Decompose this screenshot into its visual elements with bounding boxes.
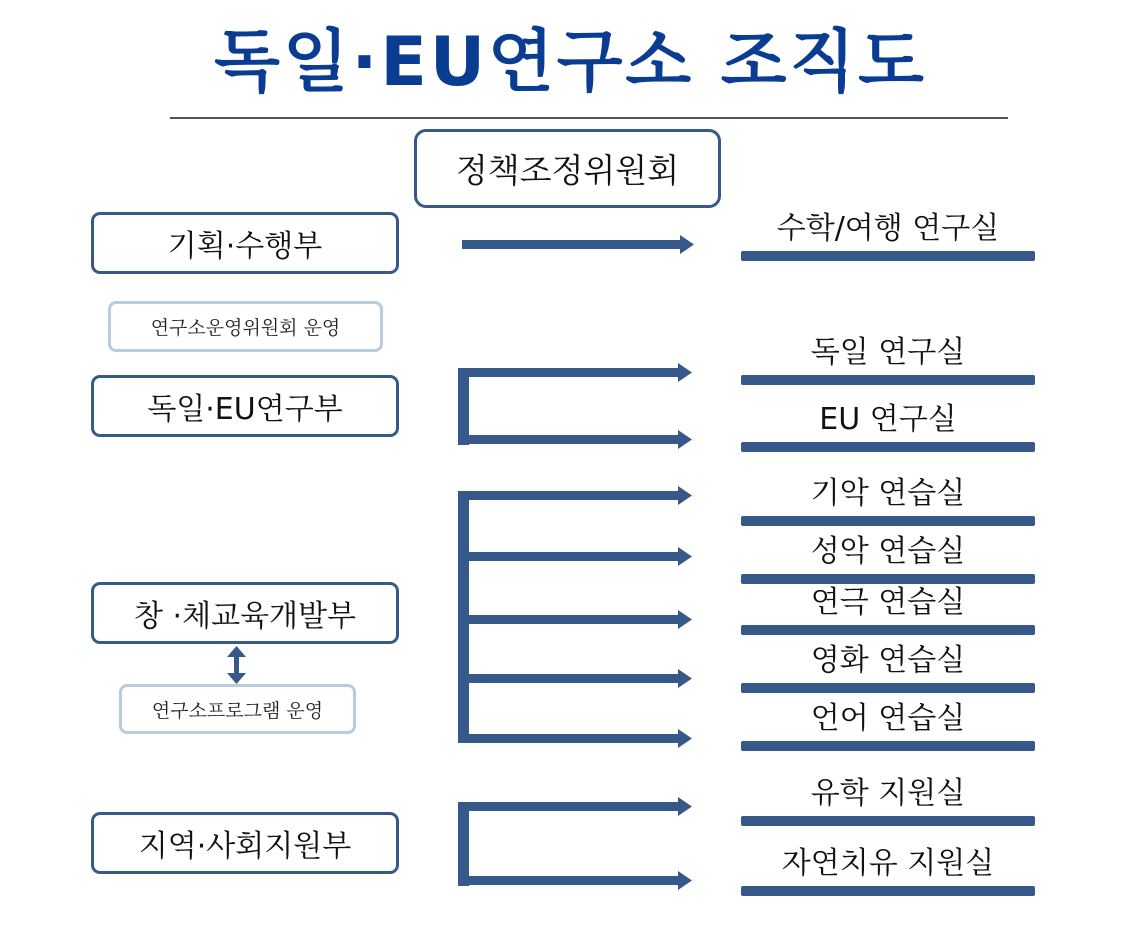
- arrow-right-icon: [678, 871, 692, 890]
- lab-entry: [741, 466, 1035, 526]
- lab-label: 연극 연습실: [810, 585, 966, 620]
- lab-entry: [741, 691, 1035, 751]
- arrow-right-icon: [678, 729, 692, 748]
- policy-committee-box: 정책조정위원회: [414, 129, 721, 208]
- lab-label: 영화 연습실: [810, 643, 966, 678]
- lab-label: 언어 연습실: [810, 701, 966, 736]
- lab-bar: [741, 816, 1035, 826]
- arrow-right-icon: [678, 430, 692, 449]
- dept-research-box: 독일·EU연구부: [91, 375, 399, 437]
- lab-bar: [741, 442, 1035, 452]
- connector-education-branch-4: [458, 674, 680, 683]
- connector-community-branch-2: [458, 876, 680, 885]
- arrow-right-icon: [680, 235, 694, 254]
- lab-label: 자연치유 지원실: [781, 846, 995, 881]
- lab-label: 독일 연구실: [810, 335, 966, 370]
- connector-community-branch-1: [458, 802, 680, 811]
- arrow-right-icon: [678, 547, 692, 566]
- lab-entry: [741, 836, 1035, 896]
- lab-bar: [741, 375, 1035, 385]
- connector-research-trunk: [458, 368, 469, 445]
- lab-entry: [741, 325, 1035, 385]
- connector-research-branch-2: [458, 435, 680, 444]
- lab-bar: [741, 251, 1035, 261]
- lab-entry: [741, 575, 1035, 635]
- connector-education-branch-3: [458, 615, 680, 624]
- lab-entry: [741, 633, 1035, 693]
- lab-bar: [741, 741, 1035, 751]
- note-steering-committee: 연구소운영위원회 운영: [108, 301, 383, 352]
- lab-label: 기악 연습실: [810, 476, 966, 511]
- double-arrow-vertical-icon: [227, 646, 246, 684]
- dept-planning-box: 기획·수행부: [91, 212, 399, 274]
- lab-label: 수학/여행 연구실: [776, 211, 1000, 246]
- connector-community-trunk: [458, 802, 469, 886]
- connector-planning: [462, 240, 682, 249]
- lab-label: 성악 연습실: [810, 534, 966, 569]
- arrow-right-icon: [678, 797, 692, 816]
- lab-label: EU 연구실: [819, 402, 957, 437]
- note-program: 연구소프로그램 운영: [119, 684, 356, 734]
- lab-bar: [741, 886, 1035, 896]
- connector-education-branch-5: [458, 734, 680, 743]
- dept-community-box: 지역·사회지원부: [91, 812, 399, 874]
- lab-entry: [741, 392, 1035, 452]
- page-title: 독일·EU연구소 조직도: [214, 23, 927, 102]
- lab-entry: [741, 766, 1035, 826]
- arrow-right-icon: [678, 363, 692, 382]
- arrow-right-icon: [678, 486, 692, 505]
- dept-education-box: 창 ·체교육개발부: [91, 582, 399, 644]
- connector-research-branch-1: [458, 368, 680, 377]
- connector-education-branch-1: [458, 491, 680, 500]
- lab-label: 유학 지원실: [810, 776, 966, 811]
- arrow-right-icon: [678, 669, 692, 688]
- connector-education-branch-2: [458, 552, 680, 561]
- lab-entry: [741, 200, 1035, 261]
- arrow-right-icon: [678, 610, 692, 629]
